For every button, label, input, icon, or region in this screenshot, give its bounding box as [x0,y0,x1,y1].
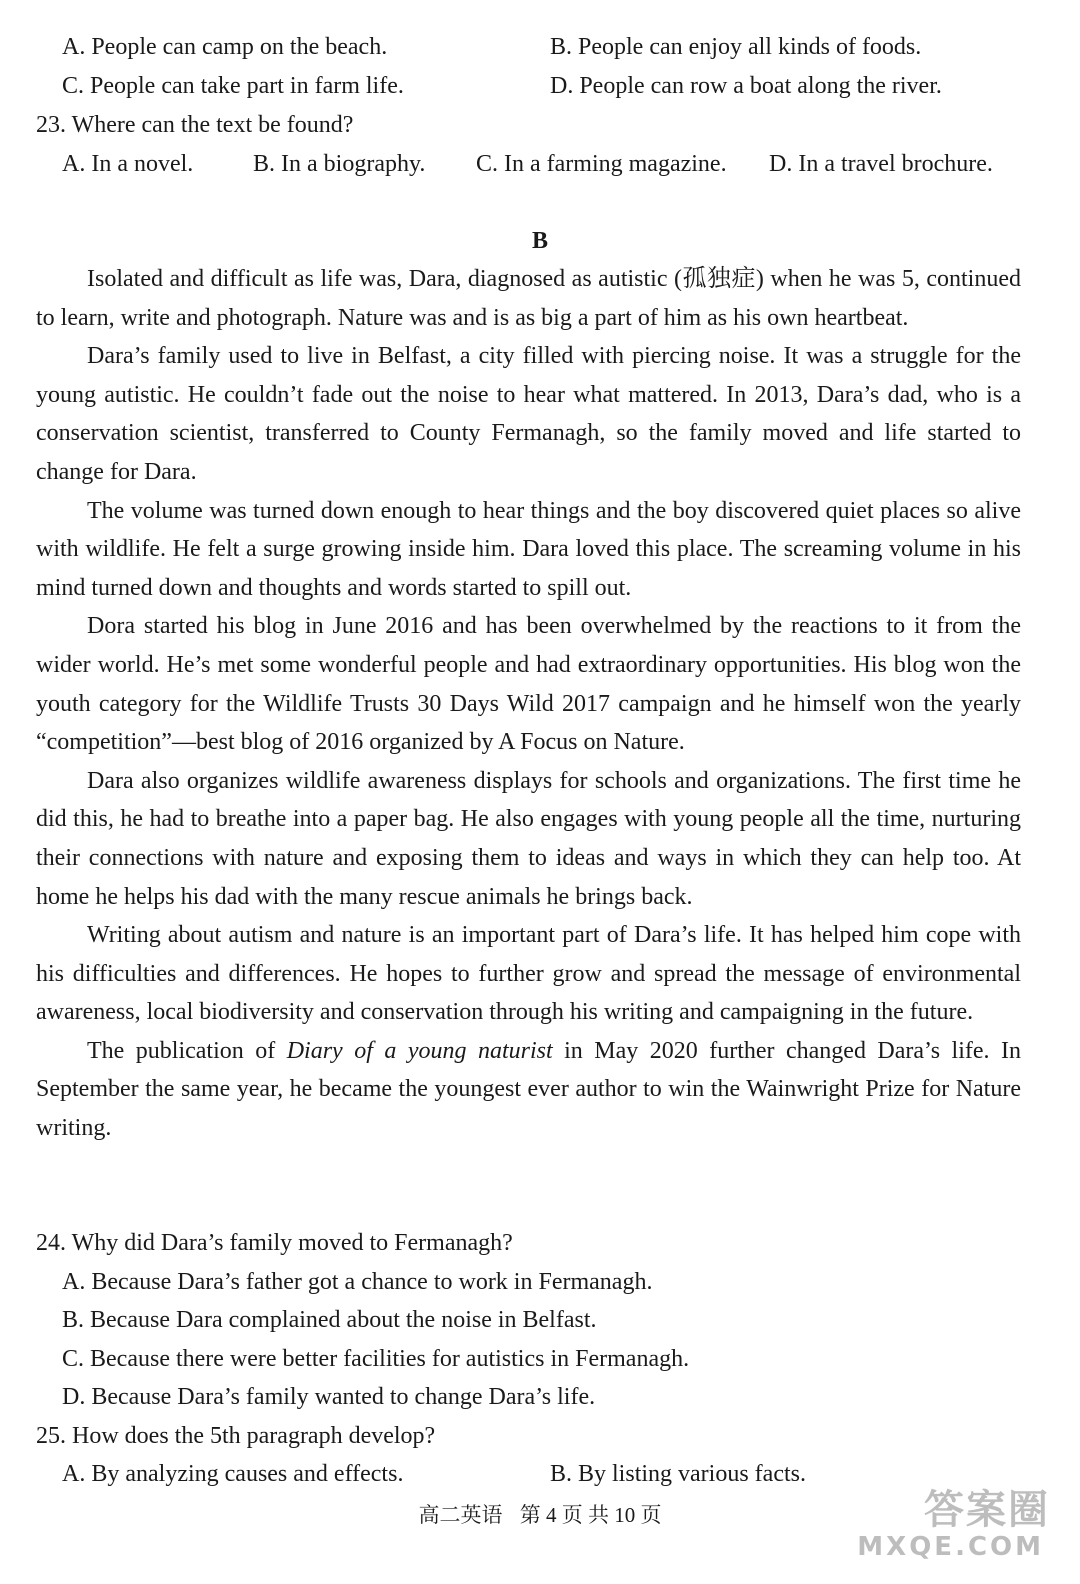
q22-option-c: C. People can take part in farm life. [62,73,404,99]
q23-option-a: A. In a novel. [62,151,194,177]
footer-subject: 高二英语 [418,1503,503,1527]
page-footer [0,1500,1080,1530]
q23-option-d: D. In a travel brochure. [769,151,993,177]
passage [36,260,1021,1148]
q25-option-b: B. By listing various facts. [550,1461,806,1487]
book-title: Diary of a young naturist [286,1037,553,1064]
watermark-logo: 答案圈 [924,1487,1050,1533]
watermark-url: MXQE.COM [857,1532,1044,1562]
footer-page-info: 第 4 页 共 10 页 [519,1503,662,1527]
q24-option-d: D. Because Dara’s family wanted to change Dara’s life. [62,1384,596,1410]
section-title: B [531,228,548,254]
passage-paragraph-2: Dara’s family used to live in Belfast, a city filled with piercing noise. It was a struggle for the young autistic. He couldn’t fade out the noise to hear what mattered. In 2013, Dara’s dad, who is a conservation scientist, transferred to County Fermanagh, so the family moved and life started to change for Dara. [36,343,1021,485]
q23-question: 23. Where can the text be found? [36,112,354,138]
p7-text-before: The publication of [87,1037,287,1064]
q24-option-a: A. Because Dara’s father got a chance to work in Fermanagh. [62,1269,653,1295]
q23-option-c: C. In a farming magazine. [476,151,727,177]
passage-paragraph-1: Isolated and difficult as life was, Dara, diagnosed as autistic (孤独症) when he was 5, continued to learn, write and photograph. Nature was and is as big a part of him as his own heartbeat. [36,266,1021,331]
p7-text-after: in May 2020 further changed Dara’s life. In September the same year, he became the youngest ever author to win the Wainwright Prize for Nature writing. [36,1037,1021,1142]
q22-option-a: A. People can camp on the beach. [62,34,388,60]
passage-paragraph-7 [36,1032,1021,1148]
q23-option-b: B. In a biography. [253,151,426,177]
q22-option-d: D. People can row a boat along the river. [550,73,942,99]
q22-option-b: B. People can enjoy all kinds of foods. [550,34,922,60]
passage-paragraph-5: Dara also organizes wildlife awareness displays for schools and organizations. The first time he did this, he had to breathe into a paper bag. He also engages with young people all the time, nurturing their connections with nature and exposing them to ideas and ways in which they can help too. At home he helps his dad with the many rescue animals he brings back. [36,767,1021,910]
q25-option-a: A. By analyzing causes and effects. [62,1461,404,1487]
passage-paragraph-3: The volume was turned down enough to hear things and the boy discovered quiet places so alive with wildlife. He felt a surge growing inside him. Dara loved this place. The screaming volume in his mind turned down and thoughts and words started to spill out. [36,497,1021,601]
passage-paragraph-4: Dora started his blog in June 2016 and has been overwhelmed by the reactions to it from the wider world. He’s met some wonderful people and had extraordinary opportunities. His blog won the youth category for the Wildlife Trusts 30 Days Wild 2017 campaign and he himself won the yearly “competition”—best blog of 2016 organized by A Focus on Nature. [36,613,1021,756]
q24-question: 24. Why did Dara’s family moved to Fermanagh? [36,1230,513,1256]
q24-option-b: B. Because Dara complained about the noise in Belfast. [62,1307,597,1333]
q25-question: 25. How does the 5th paragraph develop? [36,1423,436,1449]
q24-option-c: C. Because there were better facilities for autistics in Fermanagh. [62,1346,690,1372]
passage-paragraph-6: Writing about autism and nature is an important part of Dara’s life. It has helped him cope with his difficulties and differences. He hopes to further grow and spread the message of environmental awareness, local biodiversity and conservation through his writing and campaigning in the future. [36,922,1021,1026]
